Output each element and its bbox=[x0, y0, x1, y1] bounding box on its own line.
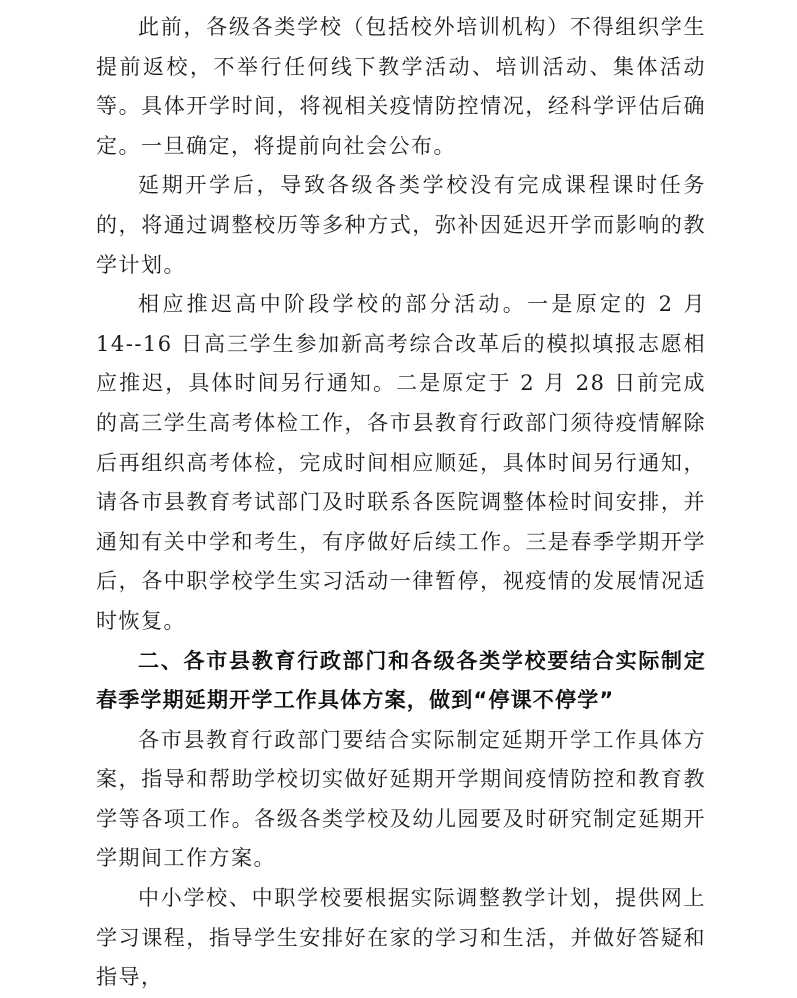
paragraph-online-learning: 中小学校、中职学校要根据实际调整教学计划，提供网上学习课程，指导学生安排好在家的学习和生活，并做好答疑和指导， bbox=[96, 886, 706, 990]
section-heading-two: 二、各市县教育行政部门和各级各类学校要结合实际制定春季学期延期开学工作具体方案，做到“停课不停学” bbox=[96, 648, 706, 713]
paragraph-local-plans: 各市县教育行政部门要结合实际制定延期开学工作具体方案，指导和帮助学校切实做好延期开学期间疫情防控和教育教学等各项工作。各级各类学校及幼儿园要及时研究制定延期开学期间工作方案。 bbox=[96, 727, 706, 871]
paragraph-schedule-adjustment: 延期开学后，导致各级各类学校没有完成课程课时任务的，将通过调整校历等多种方式，弥补因延迟开学而影响的教学计划。 bbox=[96, 173, 706, 277]
paragraph-return-restriction: 此前，各级各类学校（包括校外培训机构）不得组织学生提前返校，不举行任何线下教学活动、培训活动、集体活动等。具体开学时间，将视相关疫情防控情况，经科学评估后确定。一旦确定，将提前向社会公布。 bbox=[96, 15, 706, 158]
paragraph-high-school-activities: 相应推迟高中阶段学校的部分活动。一是原定的 2 月 14--16 日高三学生参加新高考综合改革后的模拟填报志愿相应推迟，具体时间另行通知。二是原定于 2 月 28 日前完成的高三学生高考体检工作，各市县教育行政部门须待疫情解除后再组织高考体检，完成时间相应顺延，具体时间另行通知，请各市县教育考试部门及时联系各医院调整体检时间安排，并通知有关中学和考生，有序做好后续工作。三是春季学期开学后，各中职学校学生实习活动一律暂停，视疫情的发展情况适时恢复。 bbox=[96, 292, 706, 633]
document-body bbox=[96, 8, 706, 998]
